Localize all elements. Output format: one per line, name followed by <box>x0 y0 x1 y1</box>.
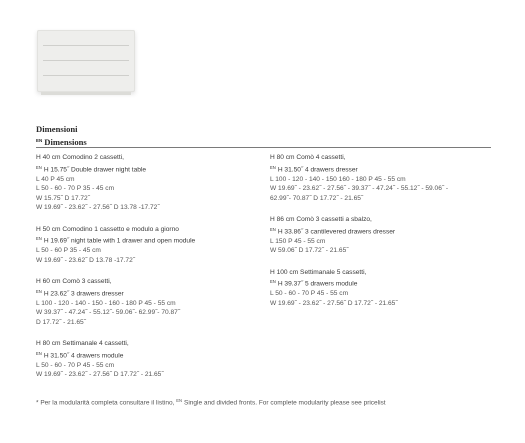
spec-title-en-text: H 33.86˝ 3 cantilevered drawers dresser <box>277 228 396 235</box>
spec-title-en-text: H 39.37˝ 5 drawers module <box>277 280 358 288</box>
spec-line: L 50 - 60 - 70 P 35 - 45 cm <box>36 185 115 192</box>
spec-title-it: H 100 cm Settimanale 5 cassetti, <box>270 268 367 276</box>
en-tag: EN <box>270 164 276 170</box>
spec-block <box>270 153 510 203</box>
en-tag: EN <box>270 226 276 232</box>
en-tag: EN <box>176 398 183 403</box>
footnote <box>36 396 491 408</box>
spec-line: W 19.69˝ - 23.62˝ - 27.56˝ D 17.72˝ - 21.65˝ <box>36 371 164 378</box>
spec-title-en <box>36 287 276 299</box>
spec-line: L 50 - 60 P 35 - 45 cm <box>36 247 101 254</box>
spec-title-en <box>270 163 510 175</box>
spec-line: W 39.37˝ - 47.24˝ - 55.12˝- 59.06˝- 62.99˝- 70.87˝ <box>36 309 181 316</box>
spec-title-en <box>270 277 510 289</box>
spec-title-en <box>36 349 276 361</box>
spec-block <box>270 268 510 309</box>
spec-title-en <box>36 234 276 246</box>
spec-line: L 50 - 60 - 70 P 45 - 55 cm <box>36 361 115 369</box>
spec-block <box>36 339 276 380</box>
spec-line: L 100 - 120 - 140 - 150 - 160 - 180 P 45 - 55 cm <box>36 299 176 307</box>
product-base <box>41 92 131 95</box>
spec-title-en-text: H 31.50˝ 4 drawers dresser <box>277 166 358 173</box>
spec-block <box>270 215 510 256</box>
spec-line: 62.99˝- 70.87˝ D 17.72˝ - 21.65˝ <box>270 194 364 202</box>
spec-title-en <box>270 225 510 237</box>
spec-line: D 17.72˝ - 21.65˝ <box>36 318 86 326</box>
drawer-line <box>43 60 129 61</box>
spec-title-it: H 60 cm Comò 3 cassetti, <box>36 278 112 285</box>
heading-divider <box>36 147 491 148</box>
spec-line: W 19.69˝ - 23.62˝ - 27.56˝ D 17.72˝ - 21.65˝ <box>270 299 398 307</box>
spec-line: W 19.69˝ - 23.62˝ - 27.56˝ - 39.37˝ - 47.24˝ - 55.12˝ - 59.06˝ - <box>270 185 449 192</box>
spec-title-it: H 40 cm Comodino 2 cassetti, <box>36 154 124 161</box>
spec-title-it: H 80 cm Comò 4 cassetti, <box>270 154 346 161</box>
en-tag: EN <box>36 350 42 356</box>
right-column <box>270 153 510 320</box>
spec-line: L 50 - 60 - 70 P 45 - 55 cm <box>270 290 349 297</box>
spec-line: L 100 - 120 - 140 - 150 160 - 180 P 45 - 55 cm <box>270 175 406 183</box>
heading-en-text: Dimensions <box>44 137 87 147</box>
spec-block <box>36 225 276 266</box>
en-tag: EN <box>36 138 43 143</box>
spec-line: W 15.75˝ D 17.72˝ <box>36 194 90 202</box>
spec-title-it: H 50 cm Comodino 1 cassetto e modulo a giorno <box>36 225 179 233</box>
spec-title-en <box>36 163 276 175</box>
spec-line: L 150 P 45 - 55 cm <box>270 237 326 245</box>
dimensions-heading <box>36 124 491 148</box>
heading-it: Dimensioni <box>36 124 78 134</box>
spec-line: W 59.06˝ D 17.72˝ - 21.65˝ <box>270 247 349 254</box>
spec-block <box>36 277 276 327</box>
spec-title-it: H 80 cm Settimanale 4 cassetti, <box>36 340 129 347</box>
spec-title-en-text: H 31.50˝ 4 drawers module <box>43 352 124 359</box>
spec-line: W 19.69˝ - 23.62˝ D 13.78 -17.72˝ <box>36 256 135 264</box>
en-tag: EN <box>36 236 42 241</box>
spec-title-en-text: H 15.75˝ Double drawer night table <box>43 166 147 173</box>
spec-block <box>36 153 276 213</box>
product-image <box>37 30 135 92</box>
en-tag: EN <box>270 279 276 284</box>
spec-line: L 40 P 45 cm <box>36 175 75 183</box>
left-column <box>36 153 276 392</box>
spec-title-en-text: H 19.69˝ night table with 1 drawer and open module <box>43 237 196 245</box>
drawer-line <box>43 75 129 76</box>
drawer-line <box>43 45 129 46</box>
footnote-it: * Per la modularità completa consultare il listino, <box>36 399 175 407</box>
en-tag: EN <box>36 288 42 294</box>
spec-title-en-text: H 23.62˝ 3 drawers dresser <box>43 290 124 297</box>
spec-title-it: H 86 cm Comò 3 cassetti a sbalzo, <box>270 216 372 223</box>
spec-line: W 19.69˝ - 23.62˝ - 27.56˝ D 13.78 -17.72˝ <box>36 204 160 211</box>
footnote-en: Single and divided fronts. For complete modularity please see pricelist <box>184 399 386 407</box>
en-tag: EN <box>36 164 42 170</box>
